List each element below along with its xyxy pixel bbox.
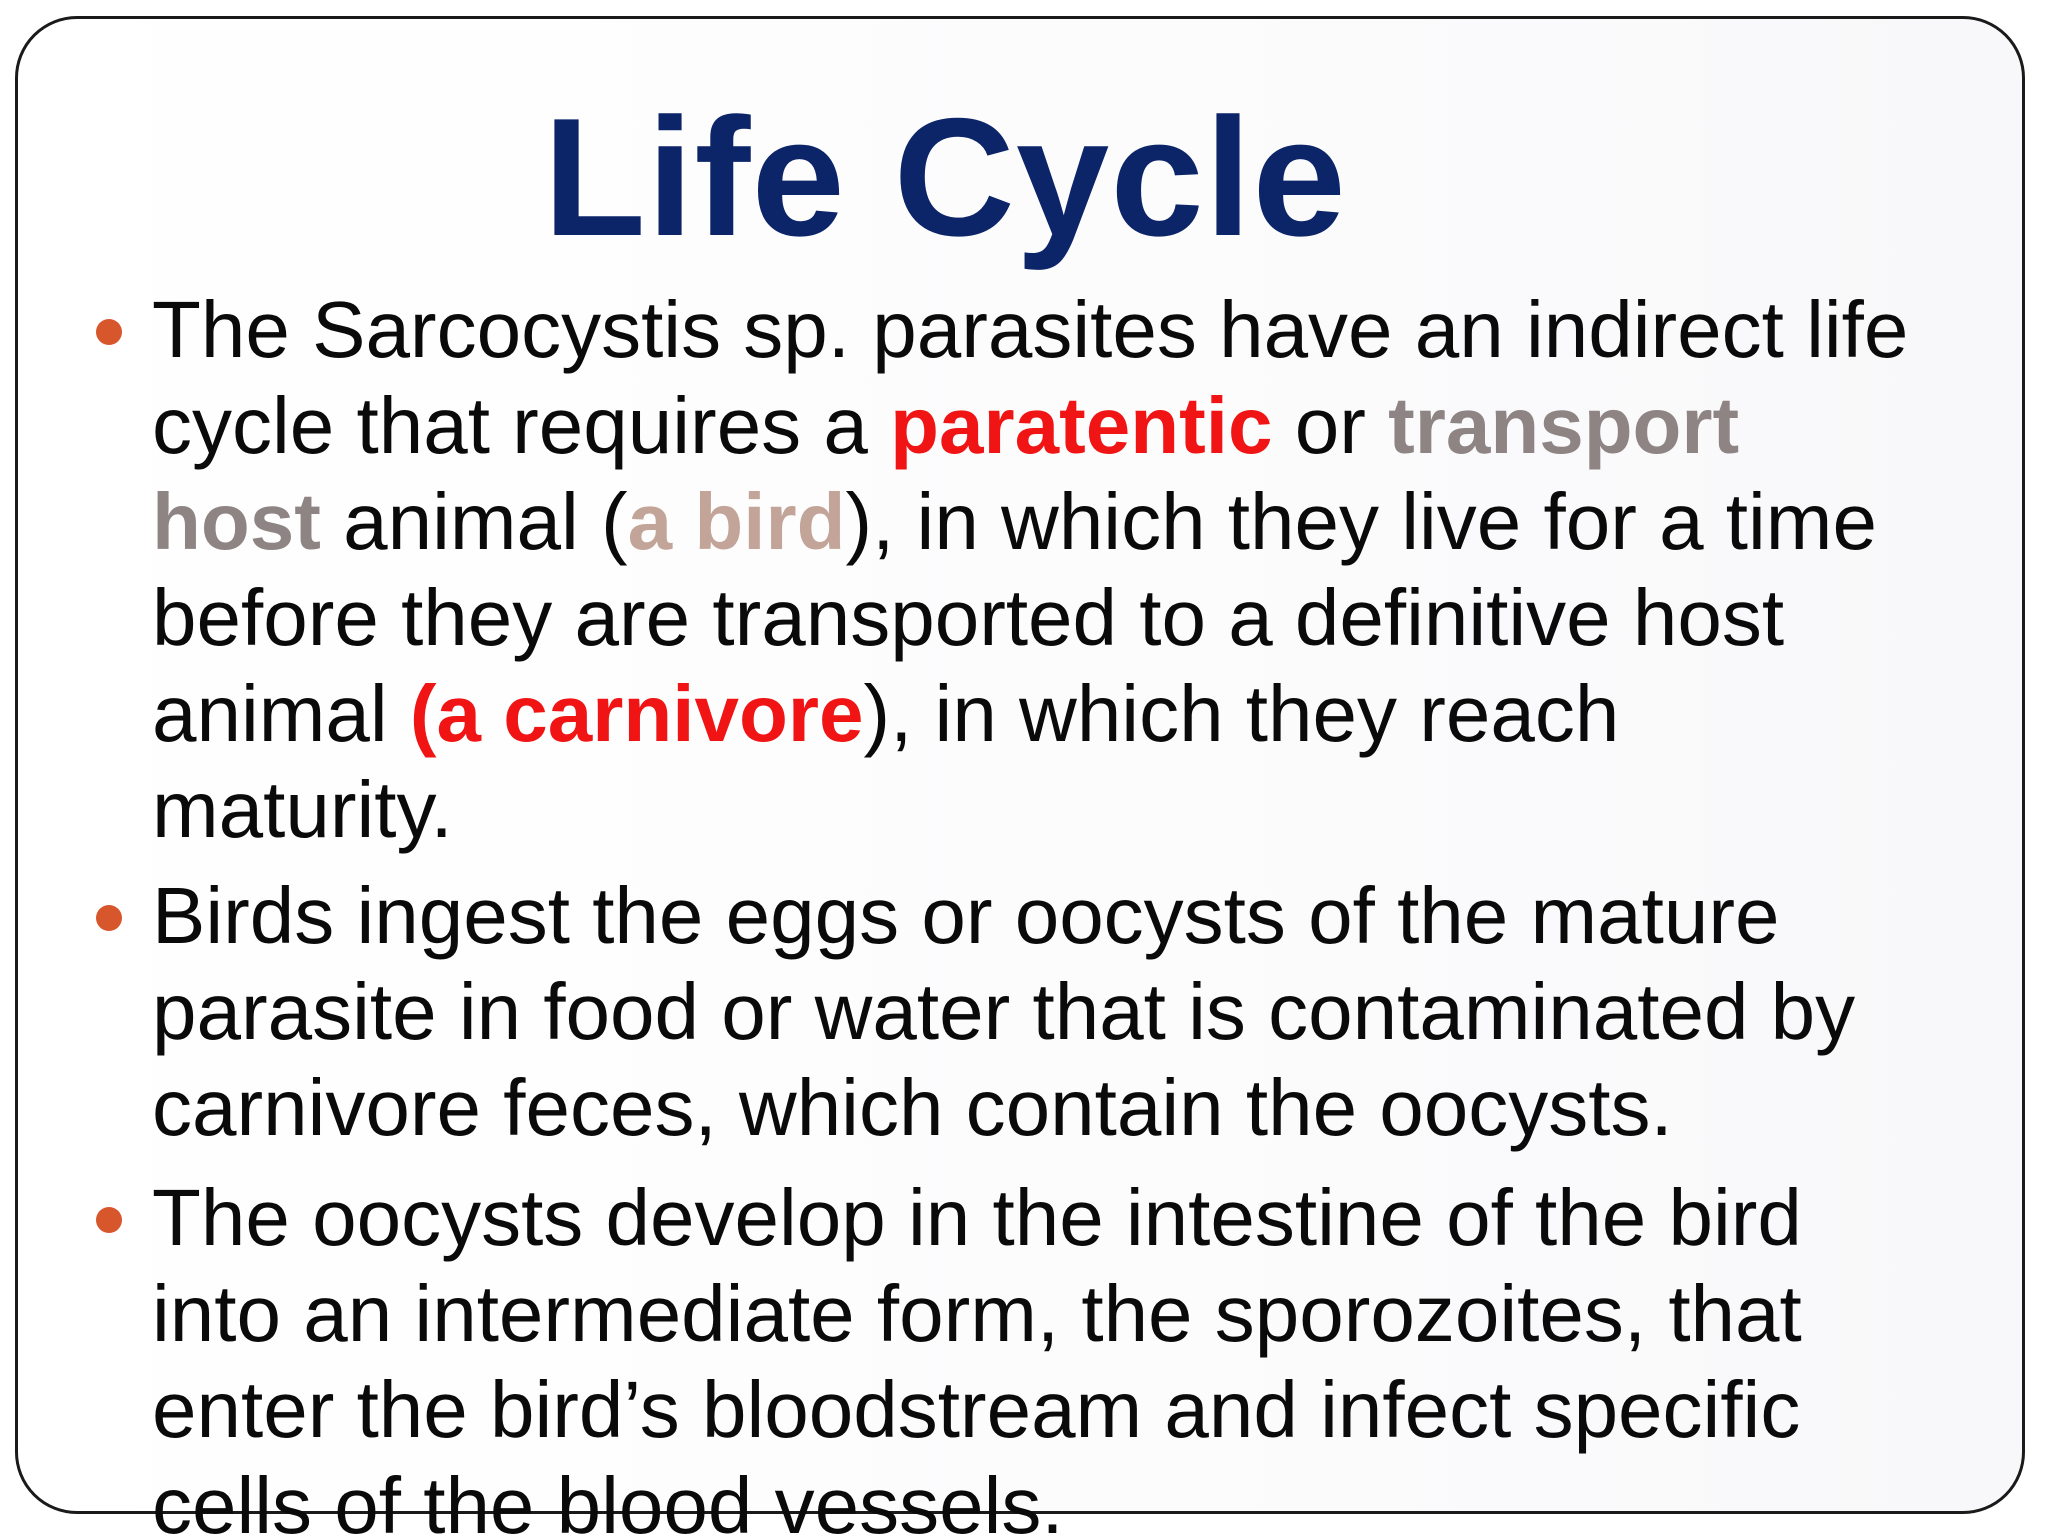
text-line: animal ( — [320, 477, 628, 566]
text-line: before they are transported to a definitive host — [152, 573, 1785, 662]
highlight-paratentic: paratentic — [890, 381, 1273, 470]
highlight-host: host — [152, 477, 321, 566]
bullet-text — [152, 285, 1908, 854]
highlight-transport: transport — [1388, 381, 1740, 470]
text-line: enter the bird’s bloodstream and infect specific — [152, 1365, 1801, 1454]
bullet-text — [152, 871, 1855, 1152]
text-line: cells of the blood vessels. — [152, 1461, 1064, 1536]
text-line: or — [1272, 381, 1389, 470]
highlight-a-bird: a bird — [627, 477, 846, 566]
text-line: carnivore feces, which contain the oocysts. — [152, 1063, 1673, 1152]
bullet-dot-icon — [96, 1207, 122, 1233]
text-line: maturity. — [152, 765, 453, 854]
highlight-a-carnivore: (a carnivore — [409, 669, 864, 758]
text-line: Birds ingest the eggs or oocysts of the mature — [152, 871, 1780, 960]
bullet-dot-icon — [96, 319, 122, 345]
slide-title: Life Cycle — [543, 83, 1347, 271]
text-line: ), in which they reach — [863, 669, 1620, 758]
bullet-item-birds-ingest — [0, 868, 1952, 1156]
text-line: cycle that requires a — [152, 381, 891, 470]
bullet-text — [152, 1173, 1802, 1536]
bullet-dot-icon — [96, 905, 122, 931]
text-line: animal — [152, 669, 410, 758]
text-line: parasite in food or water that is contaminated by — [152, 967, 1856, 1056]
bullet-list — [0, 282, 2048, 1536]
text-line: into an intermediate form, the sporozoites, that — [152, 1269, 1802, 1358]
bullet-item-life-cycle — [0, 282, 1952, 858]
text-line: ), in which they live for a time — [845, 477, 1877, 566]
bullet-item-oocysts-develop — [0, 1170, 1952, 1536]
text-line: The oocysts develop in the intestine of the bird — [152, 1173, 1802, 1262]
text-line: The Sarcocystis sp. parasites have an indirect life — [152, 285, 1909, 374]
